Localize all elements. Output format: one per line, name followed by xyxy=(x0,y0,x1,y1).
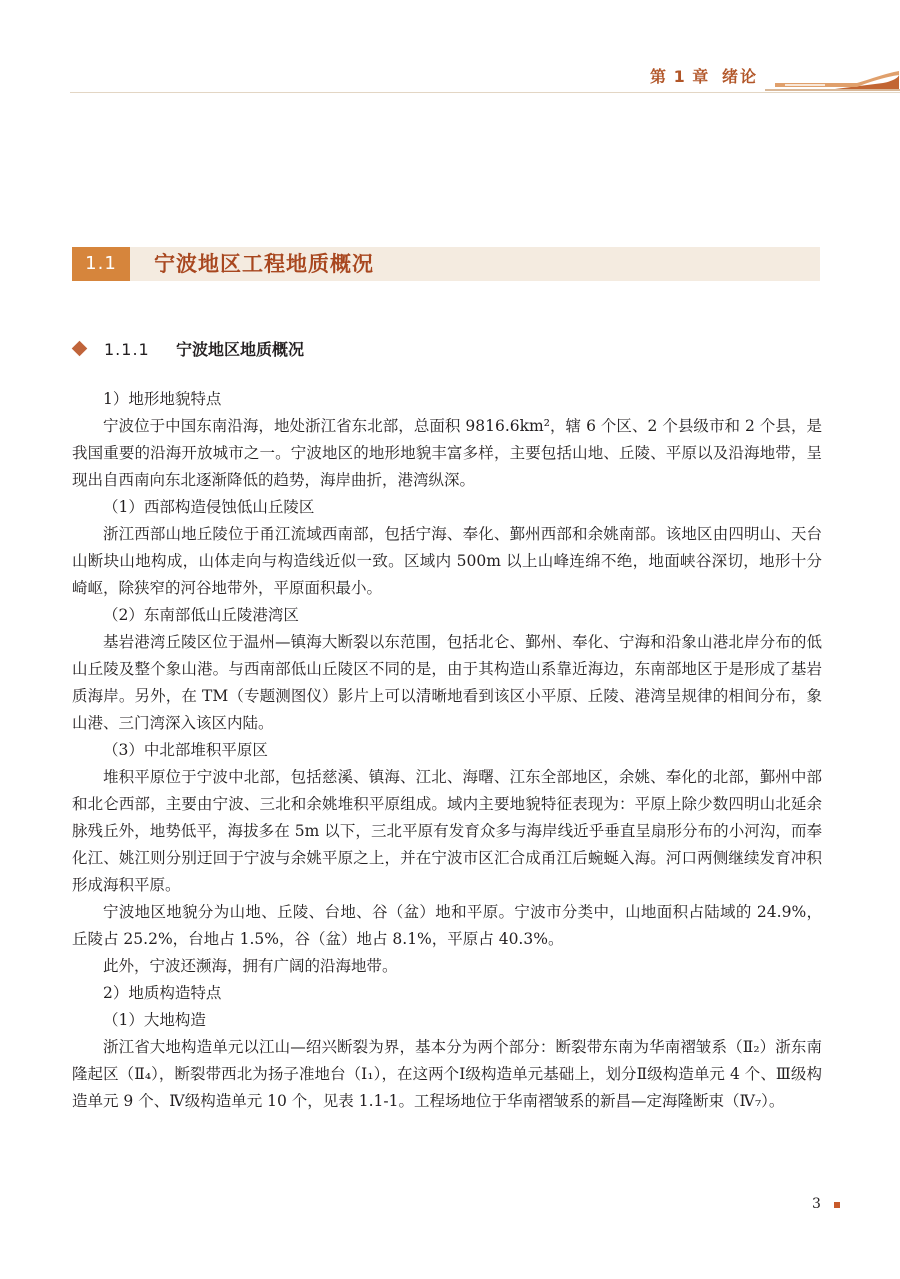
paragraph: 2）地质构造特点 xyxy=(103,984,222,1002)
section-number: 1.1 xyxy=(72,247,130,281)
train-icon xyxy=(765,67,900,91)
diamond-bullet-icon xyxy=(72,341,88,357)
paragraph: 基岩港湾丘陵区位于温州—镇海大断裂以东范围，包括北仑、鄞州、奉化、宁海和沿象山港北岸分布的低山丘陵及整个象山港。与西南部低山丘陵区不同的是，由于其构造山系靠近海边，东南部地区于是形成了基岩质海岸。另外，在 TM（专题测图仪）影片上可以清晰地看到该区小平原、丘陵、港湾呈规律的相间分布，象山港、三门湾深入该区内陆。 xyxy=(72,633,822,732)
paragraph: （1）西部构造侵蚀低山丘陵区 xyxy=(103,498,315,516)
paragraph: 浙江西部山地丘陵位于甬江流域西南部，包括宁海、奉化、鄞州西部和余姚南部。该地区由四明山、天台山断块山地构成，山体走向与构造线近似一致。区域内 500m 以上山峰连绵不绝，地面峡谷深切，地形十分崎岖，除狭窄的河谷地带外，平原面积最小。 xyxy=(72,525,822,597)
subsection-number: 1.1.1 xyxy=(104,340,150,359)
section-title: 宁波地区工程地质概况 xyxy=(154,252,374,276)
running-header xyxy=(0,0,900,100)
paragraph: （3）中北部堆积平原区 xyxy=(103,741,268,759)
paragraph: 此外，宁波还濒海，拥有广阔的沿海地带。 xyxy=(103,957,398,975)
header-chapter-title: 绪论 xyxy=(722,67,759,86)
paragraph: （1）大地构造 xyxy=(103,1011,206,1029)
header-chapter-label: 第 1 章 xyxy=(650,67,710,86)
paragraph: 1）地形地貌特点 xyxy=(103,390,222,408)
section-heading xyxy=(72,247,820,281)
paragraph: 浙江省大地构造单元以江山—绍兴断裂为界，基本分为两个部分：断裂带东南为华南褶皱系（Ⅱ₂）浙东南隆起区（Ⅱ₄），断裂带西北为扬子准地台（Ⅰ₁），在这两个Ⅰ级构造单元基础上，划分Ⅱ级构造单元 4 个、Ⅲ级构造单元 9 个、Ⅳ级构造单元 10 个，见表 1.1-1。工程场地位于华南褶皱系的新昌—定海隆断束（Ⅳ₇）。 xyxy=(72,1038,822,1110)
body-text xyxy=(72,386,822,1115)
paragraph: 堆积平原位于宁波中北部，包括慈溪、镇海、江北、海曙、江东全部地区，余姚、奉化的北部，鄞州中部和北仑西部，主要由宁波、三北和余姚堆积平原组成。域内主要地貌特征表现为：平原上除少数四明山北延余脉残丘外，地势低平，海拔多在 5m 以下，三北平原有发育众多与海岸线近乎垂直呈扇形分布的小河沟，而奉化江、姚江则分别迂回于宁波与余姚平原之上，并在宁波市区汇合成甬江后蜿蜒入海。河口两侧继续发育冲积形成海积平原。 xyxy=(72,768,822,894)
page-number-square-icon xyxy=(834,1202,840,1208)
subsection-title: 宁波地区地质概况 xyxy=(176,340,305,359)
paragraph: （2）东南部低山丘陵港湾区 xyxy=(103,606,299,624)
paragraph: 宁波位于中国东南沿海，地处浙江省东北部，总面积 9816.6km²，辖 6 个区、2 个县级市和 2 个县，是我国重要的沿海开放城市之一。宁波地区的地形地貌丰富多样，主要包括山地、丘陵、平原以及沿海地带，呈现出自西南向东北逐渐降低的趋势，海岸曲折，港湾纵深。 xyxy=(72,417,822,489)
page-number: 3 xyxy=(812,1196,821,1212)
paragraph: 宁波地区地貌分为山地、丘陵、台地、谷（盆）地和平原。宁波市分类中，山地面积占陆域的 24.9%，丘陵占 25.2%，台地占 1.5%，谷（盆）地占 8.1%，平原占 40.3%。 xyxy=(72,903,822,948)
header-divider xyxy=(70,92,900,93)
